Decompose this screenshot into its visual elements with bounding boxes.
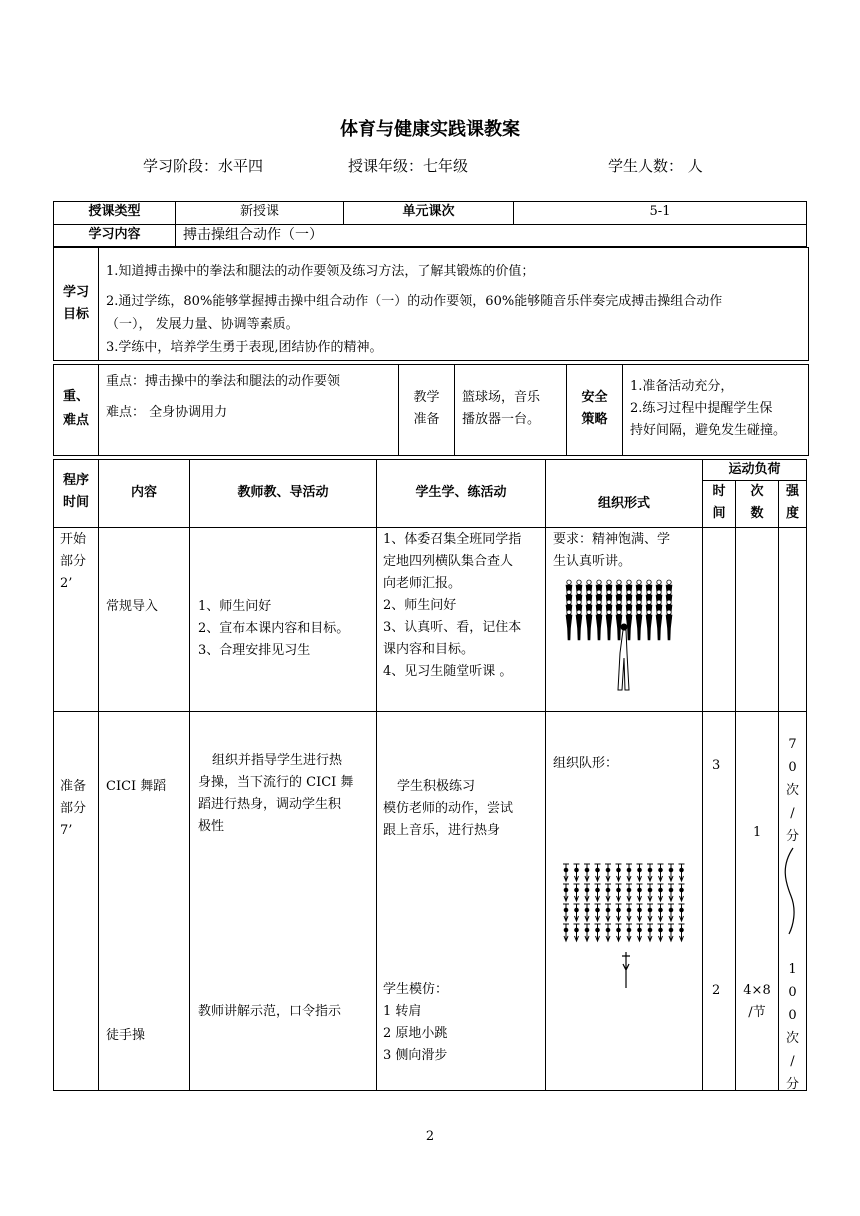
start-phase-line3: 2’ — [60, 576, 73, 591]
start-student-7: 4、见习生随堂听课 。 — [383, 664, 513, 679]
objectives-label — [54, 282, 98, 326]
person-head-icon — [627, 590, 631, 594]
student-marker-icon — [679, 864, 685, 881]
person-head-icon — [607, 590, 611, 594]
student-dot-icon — [648, 928, 652, 932]
col-seq-line1: 程序 — [62, 473, 89, 488]
col-count-line1: 次 — [750, 484, 764, 499]
person-head-icon — [587, 610, 591, 614]
stage-info: 学习阶段：水平四 — [143, 157, 264, 175]
student-dot-icon — [596, 908, 600, 912]
formation-grid-figure — [560, 860, 695, 990]
prep-student-1b: 模仿老师的动作，尝试 — [383, 801, 514, 816]
person-head-icon — [597, 600, 601, 604]
person-head-icon — [657, 600, 661, 604]
objective-item-1: 1.知道搏击操中的拳法和腿法的动作要领及练习方法，了解其锻炼的价值； — [106, 264, 535, 279]
person-body-icon — [596, 615, 602, 640]
student-marker-icon — [605, 864, 611, 881]
student-dot-icon — [606, 928, 610, 932]
teacher-head-icon — [621, 624, 627, 630]
student-marker-icon — [637, 924, 643, 941]
prep-count-2 — [736, 980, 778, 1024]
person-body-icon — [636, 615, 642, 640]
page-number: 2 — [425, 1129, 435, 1144]
person-head-icon — [657, 610, 661, 614]
prep-count-1: 1 — [753, 825, 762, 840]
student-marker-icon — [563, 884, 569, 901]
student-dot-icon — [659, 888, 663, 892]
person-head-icon — [617, 610, 621, 614]
student-marker-icon — [574, 904, 580, 921]
teacher-marker-icon — [622, 952, 630, 988]
person-head-icon — [667, 600, 671, 604]
person-body-icon — [606, 615, 612, 640]
start-org-2: 生认真听讲。 — [553, 554, 632, 569]
start-student-5: 3、认真听、看，记住本 — [383, 620, 522, 635]
student-marker-icon — [616, 904, 622, 921]
student-dot-icon — [575, 888, 579, 892]
prep-teacher-1 — [198, 750, 353, 838]
person-head-icon — [647, 590, 651, 594]
student-marker-icon — [637, 904, 643, 921]
person-head-icon — [607, 610, 611, 614]
person-head-icon — [567, 600, 571, 604]
col-count — [736, 481, 778, 525]
start-student-3: 向老师汇报。 — [383, 576, 462, 591]
person-head-icon — [667, 580, 671, 584]
student-marker-icon — [658, 864, 664, 881]
start-org — [553, 529, 670, 573]
student-marker-icon — [679, 924, 685, 941]
student-dot-icon — [627, 928, 631, 932]
keypoints-label-line1: 重、 — [62, 389, 89, 404]
person-head-icon — [647, 610, 651, 614]
intensity-char: / — [790, 1054, 795, 1069]
person-head-icon — [637, 610, 641, 614]
prep-student-1c: 跟上音乐，进行热身 — [383, 823, 501, 838]
intensity-char: 7 — [788, 737, 797, 752]
col-time-line1: 时 — [712, 484, 726, 499]
start-phase-line2: 部分 — [60, 554, 87, 569]
start-student-4: 2、师生问好 — [383, 598, 457, 613]
student-dot-icon — [585, 908, 589, 912]
person-head-icon — [627, 600, 631, 604]
prep-teacher-1c: 蹈进行热身，调动学生积 — [198, 797, 342, 812]
prep-value-line2: 播放器一台。 — [462, 412, 541, 427]
safety-label-line1: 安全 — [581, 390, 608, 405]
person-head-icon — [617, 590, 621, 594]
col-count-line2: 数 — [750, 506, 764, 521]
student-marker-icon — [574, 864, 580, 881]
safety-value — [630, 376, 786, 442]
start-student-6: 课内容和目标。 — [383, 642, 475, 657]
intensity-char: 分 — [785, 1077, 799, 1092]
student-marker-icon — [647, 924, 653, 941]
student-dot-icon — [680, 908, 684, 912]
intensity-char: 分 — [785, 829, 799, 844]
intensity-char: / — [790, 806, 795, 821]
person-body-icon — [576, 615, 582, 640]
student-dot-icon — [638, 868, 642, 872]
person-head-icon — [607, 600, 611, 604]
intensity-char: 1 — [788, 962, 797, 977]
student-dot-icon — [585, 868, 589, 872]
student-dot-icon — [617, 888, 621, 892]
lesson-type-label: 授课类型 — [88, 204, 141, 219]
objective-item-2a: 2.通过学练，80%能够掌握搏击操中组合动作（一）的动作要领，60%能够随音乐伴奏完成搏击操组合动作 — [106, 294, 723, 309]
col-teacher: 教师教、导活动 — [237, 485, 329, 500]
student-marker-icon — [679, 884, 685, 901]
student-dot-icon — [648, 888, 652, 892]
person-head-icon — [617, 600, 621, 604]
student-marker-icon — [637, 864, 643, 881]
difficulty-point: 难点： 全身协调用力 — [106, 405, 228, 420]
intensity-curve — [779, 846, 806, 936]
person-head-icon — [577, 610, 581, 614]
prep-phase-line2: 部分 — [60, 801, 87, 816]
content-label: 学习内容 — [88, 227, 141, 242]
student-dot-icon — [575, 868, 579, 872]
student-dot-icon — [596, 928, 600, 932]
prep-phase-line1: 准备 — [60, 779, 87, 794]
student-marker-icon — [626, 924, 632, 941]
student-dot-icon — [585, 888, 589, 892]
person-head-icon — [627, 610, 631, 614]
person-head-icon — [647, 580, 651, 584]
person-head-icon — [637, 580, 641, 584]
student-dot-icon — [659, 868, 663, 872]
safety-label-line2: 策略 — [581, 412, 608, 427]
intensity-char: 次 — [785, 783, 799, 798]
intensity-char: 0 — [788, 985, 797, 1000]
keypoints-label — [54, 385, 98, 433]
person-head-icon — [637, 600, 641, 604]
person-body-icon — [666, 615, 672, 640]
prep-time-2: 2 — [712, 983, 721, 998]
prep-student-2d: 3 侧向滑步 — [383, 1048, 448, 1063]
person-head-icon — [567, 610, 571, 614]
student-marker-icon — [605, 884, 611, 901]
start-teacher-2: 2、宣布本课内容和目标。 — [198, 621, 350, 636]
objective-item-3: 3.学练中，培养学生勇于表现,团结协作的精神。 — [106, 340, 383, 355]
student-marker-icon — [584, 864, 590, 881]
col-time-line2: 间 — [712, 506, 726, 521]
student-marker-icon — [605, 924, 611, 941]
student-marker-icon — [584, 904, 590, 921]
prep-intensity-2 — [779, 958, 806, 1096]
student-marker-icon — [658, 924, 664, 941]
student-dot-icon — [575, 928, 579, 932]
prep-value-line1: 篮球场，音乐 — [462, 390, 541, 405]
col-load: 运动负荷 — [728, 462, 781, 477]
prep-content-2: 徒手操 — [106, 1028, 146, 1043]
person-head-icon — [577, 600, 581, 604]
formation-rows-figure — [563, 578, 683, 693]
student-marker-icon — [605, 904, 611, 921]
student-marker-icon — [637, 884, 643, 901]
start-phase-line1: 开始 — [60, 532, 87, 547]
student-dot-icon — [669, 868, 673, 872]
col-student: 学生学、练活动 — [415, 485, 507, 500]
student-dot-icon — [606, 908, 610, 912]
person-head-icon — [597, 580, 601, 584]
student-dot-icon — [617, 928, 621, 932]
intensity-char: 0 — [788, 760, 797, 775]
student-marker-icon — [668, 904, 674, 921]
student-marker-icon — [668, 924, 674, 941]
student-dot-icon — [564, 928, 568, 932]
student-dot-icon — [669, 928, 673, 932]
student-marker-icon — [595, 884, 601, 901]
student-marker-icon — [616, 864, 622, 881]
prep-count-2a: 4×8 — [743, 983, 771, 998]
student-dot-icon — [627, 868, 631, 872]
start-student — [383, 529, 521, 683]
person-head-icon — [567, 580, 571, 584]
student-marker-icon — [584, 924, 590, 941]
content-value: 搏击操组合动作（一） — [183, 227, 323, 243]
prep-count-2b: /节 — [748, 1005, 766, 1020]
col-content: 内容 — [130, 485, 157, 500]
person-head-icon — [577, 590, 581, 594]
start-content: 常规导入 — [106, 599, 159, 614]
prep-student-1a: 学生积极练习 — [397, 779, 476, 794]
student-marker-icon — [626, 904, 632, 921]
prep-phase-line3: 7’ — [60, 823, 73, 838]
student-dot-icon — [680, 928, 684, 932]
col-time — [703, 481, 735, 525]
start-teacher-1: 1、师生问好 — [198, 599, 272, 614]
student-marker-icon — [595, 904, 601, 921]
student-marker-icon — [679, 904, 685, 921]
col-intensity-line2: 度 — [785, 506, 799, 521]
prep-value — [462, 387, 540, 431]
person-head-icon — [587, 580, 591, 584]
prep-student-2 — [383, 979, 448, 1067]
student-marker-icon — [584, 884, 590, 901]
col-seq-time — [54, 470, 98, 514]
person-head-icon — [597, 610, 601, 614]
keypoints-label-line2: 难点 — [62, 413, 89, 428]
student-marker-icon — [616, 924, 622, 941]
prep-student-2c: 2 原地小跳 — [383, 1026, 448, 1041]
start-student-2: 定地四列横队集合查人 — [383, 554, 514, 569]
person-head-icon — [587, 600, 591, 604]
student-marker-icon — [616, 884, 622, 901]
student-marker-icon — [574, 884, 580, 901]
person-head-icon — [587, 590, 591, 594]
student-marker-icon — [626, 864, 632, 881]
student-marker-icon — [563, 924, 569, 941]
student-dot-icon — [606, 868, 610, 872]
prep-student-2b: 1 转肩 — [383, 1004, 422, 1019]
unit-value: 5-1 — [649, 204, 671, 219]
student-dot-icon — [596, 888, 600, 892]
student-marker-icon — [595, 924, 601, 941]
student-dot-icon — [669, 888, 673, 892]
grade-info: 授课年级：七年级 — [348, 157, 469, 175]
person-head-icon — [607, 580, 611, 584]
objective-item-2b: （一）， 发展力量、协调等素质。 — [106, 317, 299, 332]
student-marker-icon — [563, 864, 569, 881]
student-dot-icon — [575, 908, 579, 912]
intensity-char: 次 — [785, 1031, 799, 1046]
person-head-icon — [627, 580, 631, 584]
prep-label-line2: 准备 — [413, 412, 440, 427]
prep-student-1 — [383, 776, 513, 842]
student-dot-icon — [638, 888, 642, 892]
prep-label-line1: 教学 — [413, 390, 440, 405]
student-marker-icon — [595, 864, 601, 881]
person-head-icon — [667, 590, 671, 594]
person-body-icon — [656, 615, 662, 640]
student-dot-icon — [659, 908, 663, 912]
col-organization: 组织形式 — [597, 496, 650, 511]
student-marker-icon — [658, 884, 664, 901]
safety-line2: 2.练习过程中提醒学生保 — [630, 401, 773, 416]
prep-teacher-1d: 极性 — [198, 819, 225, 834]
student-dot-icon — [627, 888, 631, 892]
student-dot-icon — [680, 868, 684, 872]
student-dot-icon — [617, 868, 621, 872]
student-marker-icon — [647, 864, 653, 881]
person-head-icon — [657, 580, 661, 584]
safety-line1: 1.准备活动充分， — [630, 379, 734, 394]
student-dot-icon — [564, 888, 568, 892]
student-marker-icon — [647, 904, 653, 921]
student-marker-icon — [658, 904, 664, 921]
student-dot-icon — [627, 908, 631, 912]
page-title: 体育与健康实践课教案 — [340, 119, 520, 140]
start-teacher — [198, 596, 349, 662]
student-dot-icon — [638, 908, 642, 912]
student-marker-icon — [563, 904, 569, 921]
students-info: 学生人数： 人 — [608, 157, 703, 175]
student-dot-icon — [680, 888, 684, 892]
prep-teacher-1b: 身操，当下流行的 CICI 舞 — [198, 775, 354, 790]
student-dot-icon — [669, 908, 673, 912]
person-head-icon — [567, 590, 571, 594]
start-student-1: 1、体委召集全班同学指 — [383, 532, 522, 547]
safety-line3: 持好间隔，避免发生碰撞。 — [630, 423, 787, 438]
student-marker-icon — [626, 884, 632, 901]
prep-label — [399, 387, 454, 431]
student-dot-icon — [606, 888, 610, 892]
student-dot-icon — [596, 868, 600, 872]
student-marker-icon — [574, 924, 580, 941]
student-dot-icon — [564, 908, 568, 912]
prep-time-1: 3 — [712, 758, 721, 773]
student-dot-icon — [617, 908, 621, 912]
unit-label: 单元课次 — [402, 204, 455, 219]
student-dot-icon — [648, 908, 652, 912]
student-dot-icon — [638, 928, 642, 932]
intensity-char: 0 — [788, 1008, 797, 1023]
person-head-icon — [667, 610, 671, 614]
prep-phase — [60, 776, 86, 842]
person-head-icon — [597, 590, 601, 594]
person-head-icon — [577, 580, 581, 584]
col-intensity-line1: 强 — [785, 484, 799, 499]
objectives-label-line1: 学习 — [62, 285, 89, 300]
focus-point: 重点：搏击操中的拳法和腿法的动作要领 — [106, 374, 341, 389]
person-head-icon — [637, 590, 641, 594]
prep-org: 组织队形： — [553, 756, 619, 771]
prep-teacher-1a: 组织并指导学生进行热 — [212, 753, 343, 768]
start-teacher-3: 3、合理安排见习生 — [198, 643, 311, 658]
prep-intensity-1 — [779, 733, 806, 848]
person-body-icon — [566, 615, 572, 640]
prep-student-2a: 学生模仿： — [383, 982, 449, 997]
student-marker-icon — [668, 864, 674, 881]
person-body-icon — [646, 615, 652, 640]
student-marker-icon — [647, 884, 653, 901]
objectives-label-line2: 目标 — [62, 307, 89, 322]
prep-content-1: CICI 舞蹈 — [106, 779, 167, 794]
person-body-icon — [586, 615, 592, 640]
student-marker-icon — [668, 884, 674, 901]
lesson-type-value: 新授课 — [239, 204, 279, 219]
person-head-icon — [657, 590, 661, 594]
start-org-1: 要求：精神饱满、学 — [553, 532, 671, 547]
start-phase — [60, 529, 86, 595]
col-intensity — [779, 481, 806, 525]
student-dot-icon — [659, 928, 663, 932]
col-seq-line2: 时间 — [62, 495, 89, 510]
person-head-icon — [617, 580, 621, 584]
prep-teacher-2: 教师讲解示范，口令指示 — [198, 1004, 342, 1019]
safety-label — [567, 387, 622, 431]
person-head-icon — [647, 600, 651, 604]
student-dot-icon — [585, 928, 589, 932]
student-dot-icon — [564, 868, 568, 872]
student-dot-icon — [648, 868, 652, 872]
